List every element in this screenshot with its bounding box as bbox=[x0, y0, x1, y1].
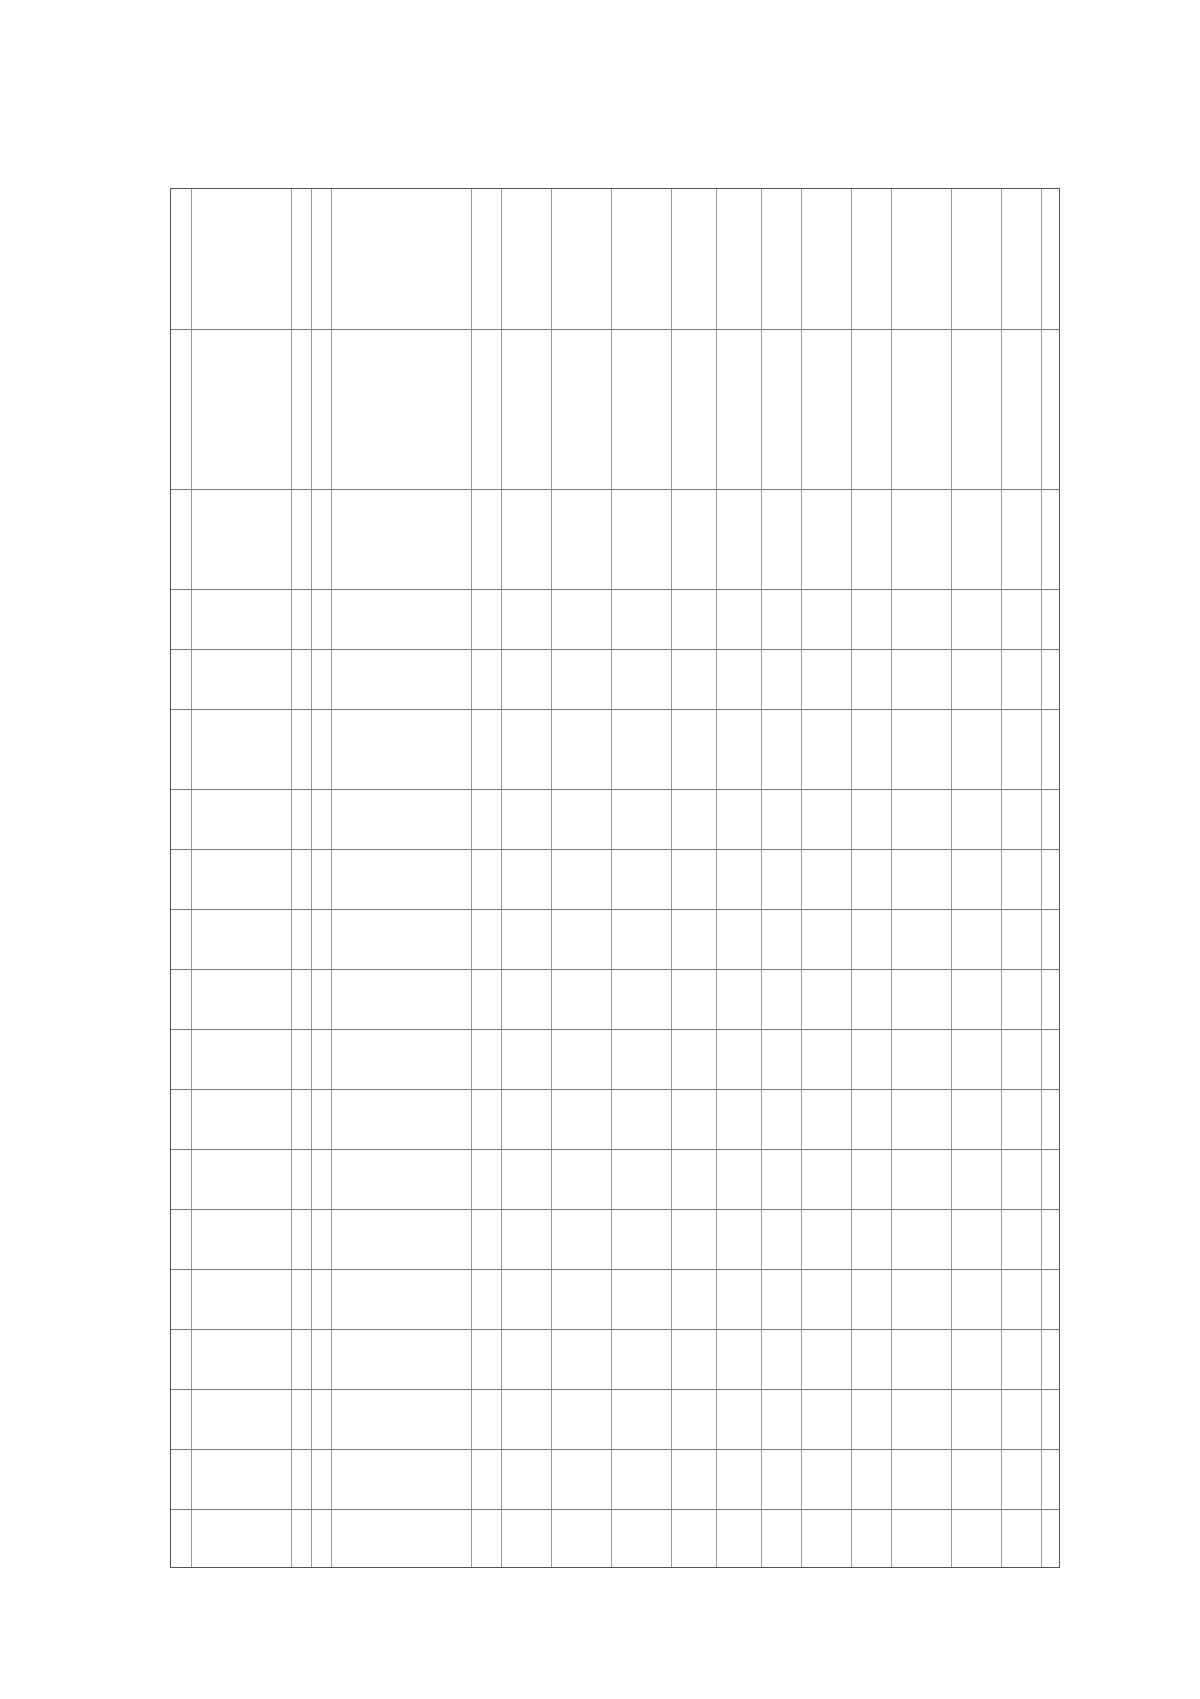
column-rule bbox=[716, 189, 717, 1567]
row-rule bbox=[171, 789, 1059, 790]
row-rule bbox=[171, 1209, 1059, 1210]
row-rule bbox=[171, 1509, 1059, 1510]
row-rule bbox=[171, 649, 1059, 650]
column-rule bbox=[671, 189, 672, 1567]
row-rule bbox=[171, 489, 1059, 490]
column-rule bbox=[331, 189, 332, 1567]
column-rule bbox=[471, 189, 472, 1567]
row-rule bbox=[171, 1449, 1059, 1450]
row-rule bbox=[171, 849, 1059, 850]
row-rule bbox=[171, 909, 1059, 910]
column-rule bbox=[761, 189, 762, 1567]
row-rule bbox=[171, 1329, 1059, 1330]
page-number-mark bbox=[1110, 845, 1124, 857]
row-rule bbox=[171, 1089, 1059, 1090]
row-rule bbox=[171, 709, 1059, 710]
column-rule bbox=[291, 189, 292, 1567]
row-rule bbox=[171, 1269, 1059, 1270]
column-rule bbox=[1001, 189, 1002, 1567]
column-rule bbox=[551, 189, 552, 1567]
column-rule bbox=[1041, 189, 1042, 1567]
rotated-table bbox=[170, 188, 1060, 1568]
column-rule bbox=[611, 189, 612, 1567]
column-rule bbox=[851, 189, 852, 1567]
column-rule bbox=[311, 189, 312, 1567]
column-rule bbox=[501, 189, 502, 1567]
column-rule bbox=[191, 189, 192, 1567]
row-rule bbox=[171, 1029, 1059, 1030]
column-rule bbox=[891, 189, 892, 1567]
row-rule bbox=[171, 329, 1059, 330]
row-rule bbox=[171, 969, 1059, 970]
column-rule bbox=[801, 189, 802, 1567]
row-rule bbox=[171, 589, 1059, 590]
row-rule bbox=[171, 1389, 1059, 1390]
column-rule bbox=[951, 189, 952, 1567]
row-rule bbox=[171, 1149, 1059, 1150]
